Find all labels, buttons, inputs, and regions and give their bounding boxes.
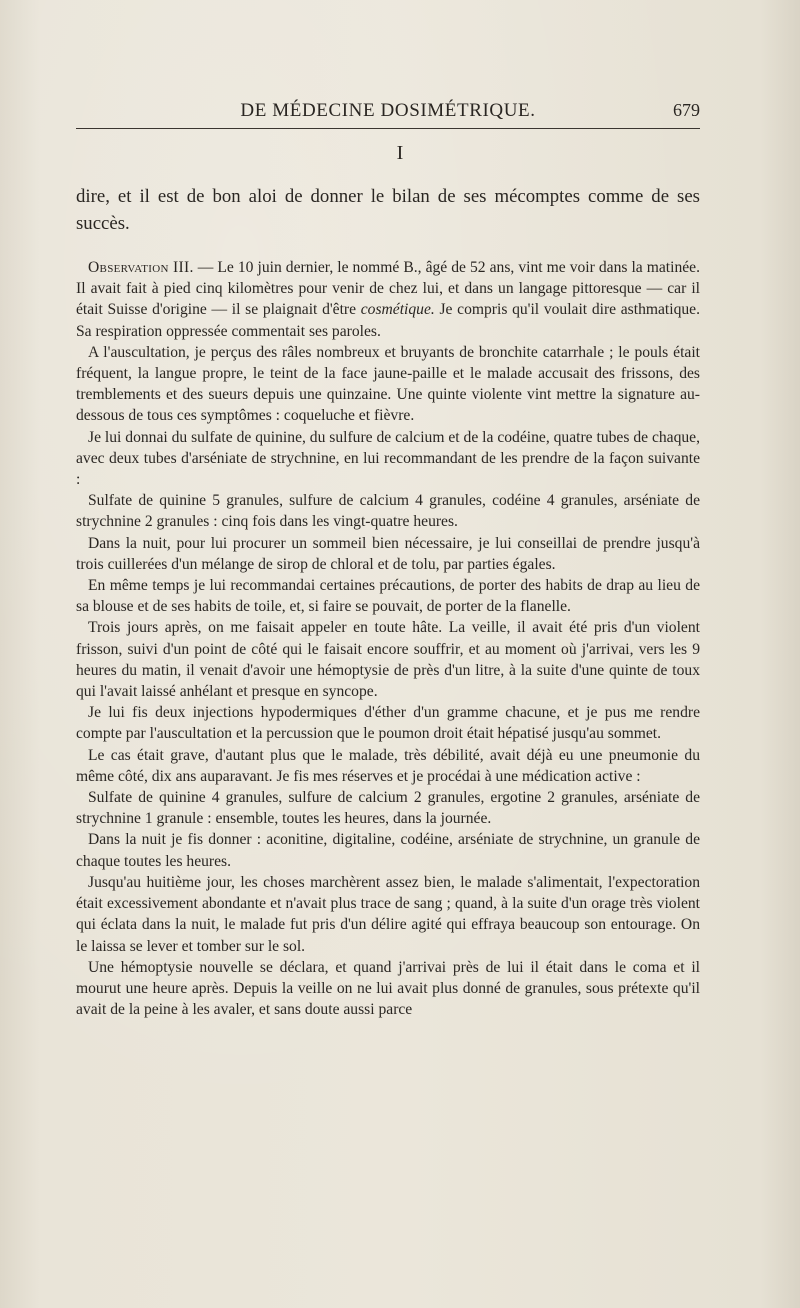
- paragraph: Le cas était grave, d'autant plus que le malade, très débilité, avait déjà eu une pneumonie du même côté, dix ans auparavant. Je fis mes réserves et je procédai à une médication active :: [76, 746, 700, 785]
- observation-text: — Le 10 juin dernier, le nommé B., âgé de 52 ans, vint me voir dans la matinée. Il avait fait à pied cinq kilomètres pour venir de chez lui, et dans un langage pittoresque — car il était Suisse d'origine — il se plaignait d'être: [76, 259, 701, 319]
- paragraph: A l'auscultation, je perçus des râles nombreux et bruyants de bronchite catarrhale ; le pouls était fréquent, la langue propre, le teint de la face jaune-paille et le malade accusait des frissons, des tremblements et des sueurs depuis une quinzaine. Une quinte violente vint mettre la signature au-dessous de tous ces symptômes : coqueluche et fièvre.: [76, 343, 700, 425]
- observation-label: Observation III.: [88, 259, 194, 276]
- signature-mark: I: [396, 142, 404, 164]
- header-rule: [76, 128, 700, 129]
- paragraph: Jusqu'au huitième jour, les choses marchèrent assez bien, le malade s'alimentait, l'expectoration était excessivement abondante et n'avait plus trace de sang ; quand, à la suite d'un orage très violent qui éclata dans la nuit, le malade fut pris d'un délire agité qui effraya beaucoup son entourage. On le laissa se lever et tomber sur le sol.: [76, 873, 700, 955]
- paragraph: Sulfate de quinine 5 granules, sulfure de calcium 4 granules, codéine 4 granules, arséniate de strychnine 2 granules : cinq fois dans les vingt-quatre heures.: [76, 492, 700, 531]
- paragraph: Sulfate de quinine 4 granules, sulfure de calcium 2 granules, ergotine 2 granules, arséniate de strychnine 1 granule : ensemble, toutes les heures, dans la journée.: [76, 789, 700, 828]
- paragraph: Dans la nuit je fis donner : aconitine, digitaline, codéine, arséniate de strychnine, un granule de chaque toutes les heures.: [76, 831, 700, 870]
- paragraph: Je lui donnai du sulfate de quinine, du sulfure de calcium et de la codéine, quatre tubes de chaque, avec deux tubes d'arséniate de strychnine, en lui recommandant de les prendre de la façon suivante :: [76, 428, 700, 489]
- observation-text-end: Je compris qu'il voulait dire asthmatique. Sa respiration oppressée commentait ses paroles.: [76, 301, 700, 340]
- observation-italic-word: cosmétique.: [360, 301, 435, 319]
- page-number: 679: [673, 100, 700, 120]
- paragraph: En même temps je lui recommandai certaines précautions, de porter des habits de drap au lieu de sa blouse et de ses habits de toile, et, si faire se pouvait, de porter de la flanelle.: [76, 577, 700, 616]
- paragraph: Dans la nuit, pour lui procurer un sommeil bien nécessaire, je lui conseillai de prendre jusqu'à trois cuillerées d'un mélange de sirop de chloral et de tolu, par parties égales.: [76, 534, 700, 573]
- body-text: [76, 183, 700, 1020]
- paragraph: Trois jours après, on me faisait appeler en toute hâte. La veille, il avait été pris d'un violent frisson, suivi d'un point de côté qui le faisait encore souffrir, et au moment où j'arrivai, vers les 9 heures du matin, il venait d'avoir une hémoptysie de près d'un litre, à la suite d'une quinte de toux qui l'avait laissé anhélant et presque en syncope.: [76, 619, 700, 701]
- page-header: [76, 96, 700, 126]
- observation-paragraph: [76, 257, 700, 342]
- lead-paragraph: dire, et il est de bon aloi de donner le bilan de ses mécomptes comme de ses succès.: [76, 186, 700, 234]
- running-head: DE MÉDECINE DOSIMÉTRIQUE.: [240, 100, 536, 121]
- paragraph: Une hémoptysie nouvelle se déclara, et quand j'arrivai près de lui il était dans le coma et il mourut une heure après. Depuis la veille on ne lui avait plus donné de granules, sous prétexte qu'il avait de la peine à les avaler, et sans doute aussi parce: [76, 958, 700, 1019]
- paragraph: Je lui fis deux injections hypodermiques d'éther d'un gramme chacune, et je pus me rendre compte par l'auscultation et la percussion que le poumon droit était hépatisé jusqu'au sommet.: [76, 704, 700, 743]
